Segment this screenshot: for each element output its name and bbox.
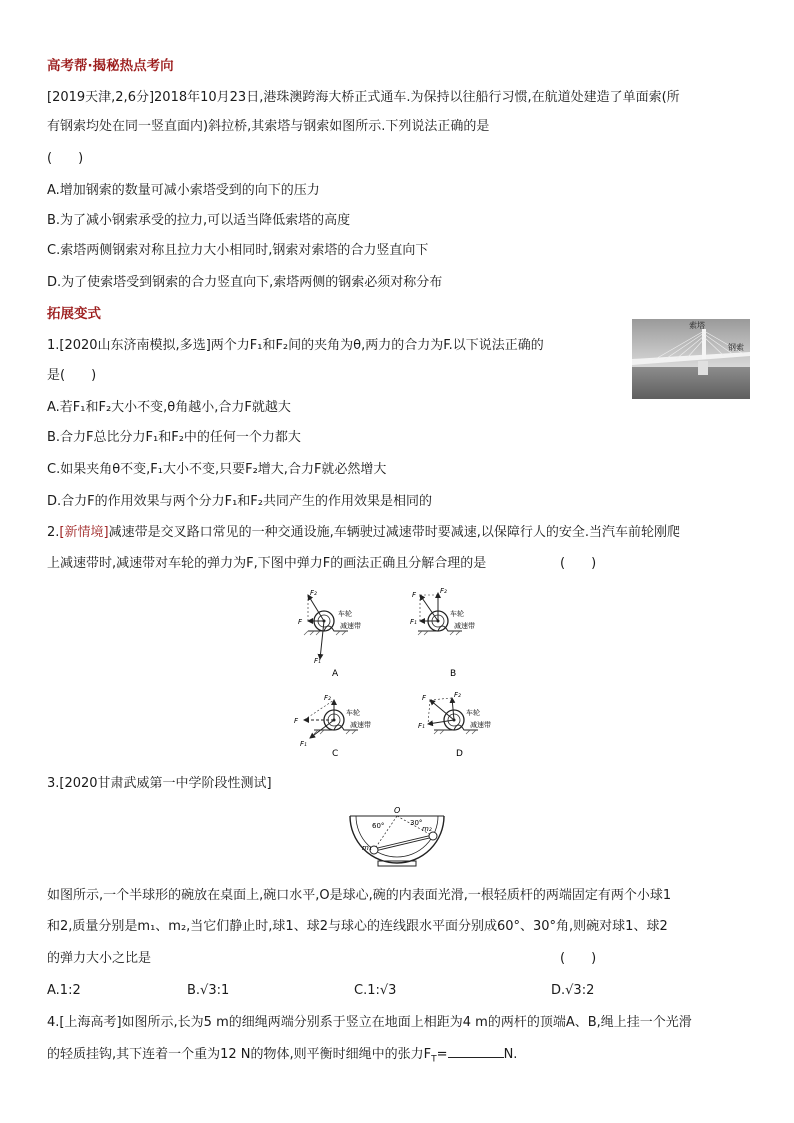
section-heading-hot-topic: 高考帮·揭秘热点考向 — [47, 58, 174, 74]
q3-label-30: 30° — [410, 819, 423, 827]
q1-option-d: D.合力F的作用效果与两个分力F₁和F₂共同产生的作用效果是相同的 — [47, 494, 432, 509]
q2-c-label-f: F — [294, 717, 299, 725]
q2-b-label-f: F — [412, 591, 417, 599]
photo-label-cable: 钢索 — [728, 343, 744, 352]
q3-bowl-figure — [344, 806, 450, 874]
q2-a-label-f1: F₁ — [314, 657, 321, 665]
q2-figure-d — [412, 688, 512, 760]
q2-figure-a — [288, 583, 388, 683]
q3-label-m2: m₂ — [422, 825, 432, 833]
q0-stem-line2: 有钢索均处在同一竖直面内)斜拉桥,其索塔与钢索如图所示.下列说法正确的是 — [47, 119, 490, 134]
q0-option-a: A.增加钢索的数量可减小索塔受到的向下的压力 — [47, 183, 320, 198]
q1-stem-line1: 1.[2020山东济南模拟,多选]两个力F₁和F₂间的夹角为θ,两力的合力为F.以下说法正确的 — [47, 338, 544, 353]
q2-b-label-f1: F₁ — [410, 618, 417, 626]
q0-option-b: B.为了减小钢索承受的拉力,可以适当降低索塔的高度 — [47, 213, 351, 228]
q3-option-c: C.1:√3 — [354, 983, 397, 998]
q2-c-label-f2: F₂ — [324, 694, 331, 702]
photo-label-tower: 索塔 — [689, 321, 705, 330]
q2-figure-c — [288, 688, 398, 760]
q2-d-letter: D — [456, 749, 463, 759]
q2-d-label-f: F — [422, 694, 427, 702]
q3-option-a: A.1:2 — [47, 983, 81, 998]
q2-answer-paren: ( ) — [560, 556, 597, 571]
q2-tag: [新情境] — [59, 525, 109, 540]
q2-c-label-wheel: 车轮 — [346, 709, 360, 717]
q0-option-d: D.为了使索塔受到钢索的合力竖直向下,索塔两侧的钢索必须对称分布 — [47, 275, 443, 290]
q2-a-label-f: F — [298, 618, 303, 626]
q3-label-60: 60° — [372, 822, 385, 830]
q2-number: 2. — [47, 525, 60, 540]
q2-stem-line1-text: 减速带是交叉路口常见的一种交通设施,车辆驶过减速带时要减速,以保障行人的安全.当汽车前轮刚爬 — [108, 525, 680, 540]
q1-option-b: B.合力F总比分力F₁和F₂中的任何一个力都大 — [47, 430, 301, 445]
q3-source: 3.[2020甘肃武威第一中学阶段性测试] — [47, 776, 272, 791]
q2-b-letter: B — [450, 669, 457, 679]
q3-stem-line3: 的弹力大小之比是 — [47, 951, 152, 966]
bridge-photo — [632, 319, 750, 399]
q2-c-label-f1: F₁ — [300, 740, 307, 748]
q2-a-letter: A — [332, 669, 339, 679]
q2-d-label-bump: 减速带 — [470, 721, 491, 729]
q3-stem-line1: 如图所示,一个半球形的碗放在桌面上,碗口水平,O是球心,碗的内表面光滑,一根轻质杆的两端固定有两个小球1 — [47, 888, 672, 903]
q3-answer-paren: ( ) — [560, 951, 597, 966]
q4-subscript-t: T — [431, 1054, 437, 1065]
q0-option-c: C.索塔两侧钢索对称且拉力大小相同时,钢索对索塔的合力竖直向下 — [47, 243, 429, 258]
q4-stem-line2 — [47, 1046, 517, 1068]
q4-unit: N. — [503, 1047, 518, 1062]
q2-stem-line1 — [47, 525, 680, 541]
q2-d-label-wheel: 车轮 — [466, 709, 480, 717]
q4-stem-line2-text: 的轻质挂钩,其下连着一个重为12 N的物体,则平衡时细绳中的张力F — [47, 1047, 432, 1062]
q2-a-label-f2: F₂ — [310, 589, 317, 597]
q2-b-label-wheel: 车轮 — [450, 610, 464, 618]
section-heading-variant: 拓展变式 — [47, 306, 101, 322]
q1-option-c: C.如果夹角θ不变,F₁大小不变,只要F₂增大,合力F就必然增大 — [47, 462, 387, 477]
q2-b-label-f2: F₂ — [440, 587, 447, 595]
q3-label-o: O — [394, 806, 401, 815]
q1-option-a: A.若F₁和F₂大小不变,θ角越小,合力F就越大 — [47, 400, 291, 415]
q4-answer-blank[interactable] — [448, 1046, 504, 1058]
q0-answer-paren: ( ) — [47, 151, 84, 166]
q0-stem-line1: [2019天津,2,6分]2018年10月23日,港珠澳跨海大桥正式通车.为保持以往船行习惯,在航道处建造了单面索(所 — [47, 90, 680, 105]
q3-stem-line2: 和2,质量分别是m₁、m₂,当它们静止时,球1、球2与球心的连线跟水平面分别成60°、30°角,则碗对球1、球2 — [47, 919, 668, 934]
q3-option-b: B.√3:1 — [187, 983, 230, 998]
q2-a-label-wheel: 车轮 — [338, 610, 352, 618]
q2-figure-b — [398, 583, 508, 683]
q4-stem-line1: 4.[上海高考]如图所示,长为5 m的细绳两端分别系于竖立在地面上相距为4 m的两杆的顶端A、B,绳上挂一个光滑 — [47, 1015, 692, 1030]
q3-label-m1: m₁ — [362, 844, 372, 852]
q2-b-label-bump: 减速带 — [454, 622, 475, 630]
q2-stem-line2: 上减速带时,减速带对车轮的弹力为F,下图中弹力F的画法正确且分解合理的是 — [47, 556, 487, 571]
q4-equals: = — [436, 1047, 448, 1062]
q1-stem-line2: 是( ) — [47, 368, 97, 383]
q2-d-label-f2: F₂ — [454, 691, 461, 699]
q2-a-label-bump: 减速带 — [340, 622, 361, 630]
q2-c-letter: C — [332, 749, 339, 759]
q2-d-label-f1: F₁ — [418, 722, 425, 730]
q2-c-label-bump: 减速带 — [350, 721, 371, 729]
q3-option-d: D.√3:2 — [551, 983, 595, 998]
